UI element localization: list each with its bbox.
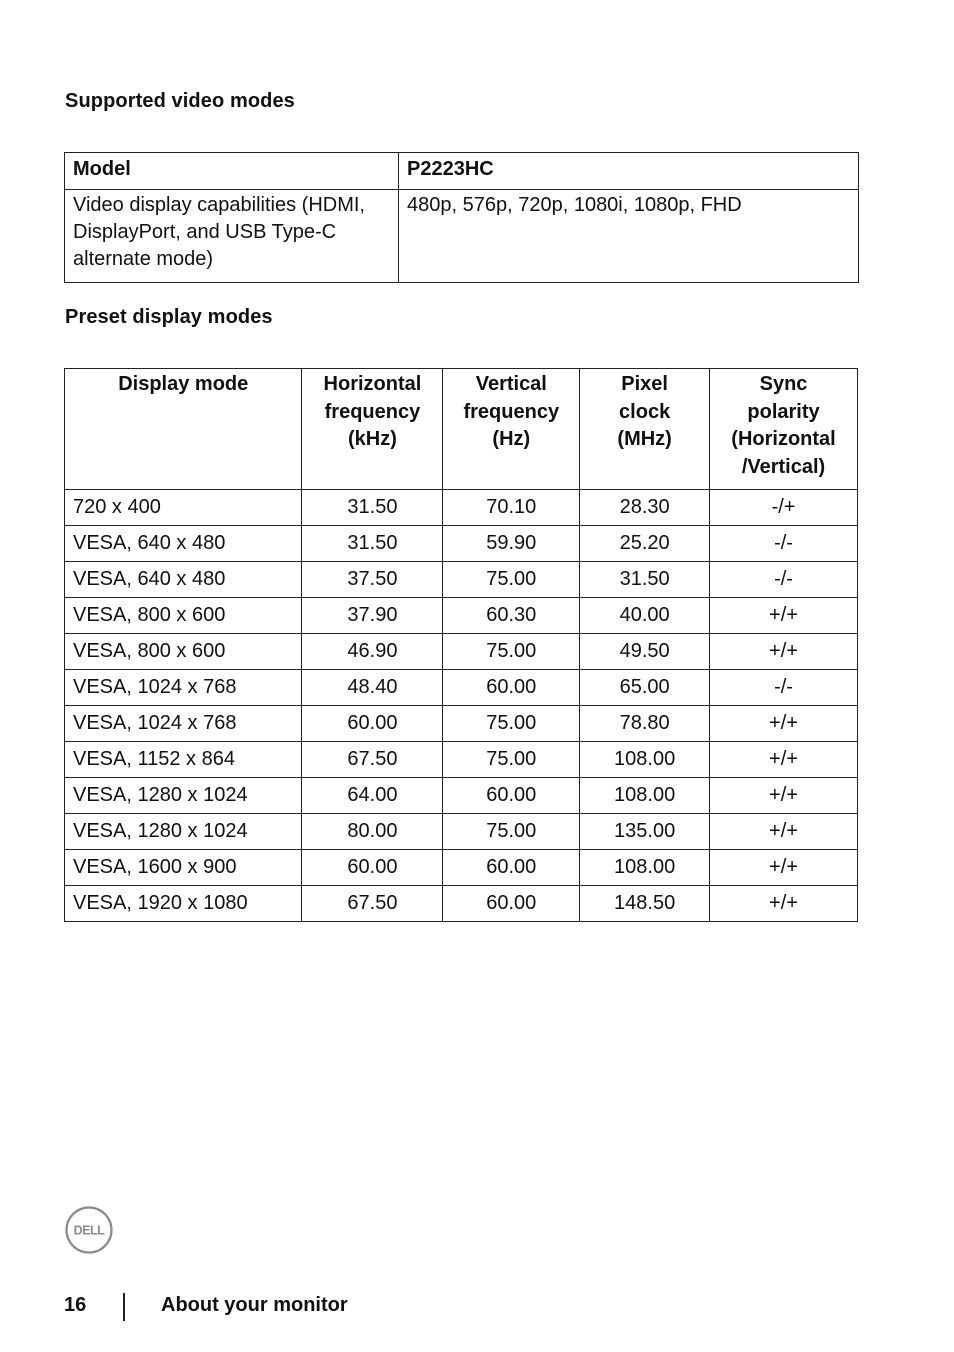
- header-text: (MHz): [617, 428, 672, 450]
- supported-video-modes-heading: Supported video modes: [65, 90, 295, 112]
- table-header-cell: [443, 369, 580, 490]
- table-cell: 108.00: [580, 850, 710, 886]
- table-cell: 67.50: [302, 886, 443, 922]
- table-cell: 49.50: [580, 634, 710, 670]
- table-row: [65, 526, 858, 562]
- table-cell: -/-: [710, 526, 858, 562]
- table-cell: 46.90: [302, 634, 443, 670]
- footer-divider: [123, 1293, 125, 1321]
- table-row: [65, 490, 858, 526]
- table-cell: 60.30: [443, 598, 580, 634]
- table-cell: 31.50: [302, 526, 443, 562]
- table-cell: 108.00: [580, 742, 710, 778]
- table-cell: VESA, 1280 x 1024: [65, 814, 302, 850]
- table-cell: VESA, 1024 x 768: [65, 706, 302, 742]
- table-cell: 60.00: [443, 670, 580, 706]
- table-cell: 60.00: [443, 850, 580, 886]
- header-text: /Vertical): [741, 455, 826, 478]
- table-cell: 720 x 400: [65, 490, 302, 526]
- header-text: (kHz): [347, 428, 397, 450]
- table-cell: +/+: [710, 850, 858, 886]
- table-cell: 135.00: [580, 814, 710, 850]
- table-header-cell: [302, 369, 443, 490]
- table-cell: VESA, 640 x 480: [65, 562, 302, 598]
- table-cell: 75.00: [443, 562, 580, 598]
- header-text: polarity: [747, 400, 820, 423]
- header-text: Vertical: [475, 373, 547, 395]
- table-header-cell: [65, 369, 302, 490]
- table-cell: -/-: [710, 562, 858, 598]
- table-cell: +/+: [710, 778, 858, 814]
- table-cell: VESA, 800 x 600: [65, 634, 302, 670]
- table-cell: 60.00: [302, 706, 443, 742]
- table-cell: 480p, 576p, 720p, 1080i, 1080p, FHD: [399, 190, 859, 283]
- table-row: [65, 814, 858, 850]
- table-cell: 40.00: [580, 598, 710, 634]
- footer-section-title: About your monitor: [161, 1294, 348, 1316]
- table-body: [65, 490, 858, 922]
- table-row: [65, 190, 859, 283]
- header-text: Display mode: [118, 373, 249, 395]
- table-row: [65, 886, 858, 922]
- table-cell: 108.00: [580, 778, 710, 814]
- table-cell: 75.00: [443, 814, 580, 850]
- table-row: [65, 778, 858, 814]
- preset-display-modes-heading: Preset display modes: [65, 306, 273, 328]
- header-text: frequency: [324, 400, 421, 423]
- preset-display-modes-table: [64, 368, 858, 922]
- table-cell: +/+: [710, 886, 858, 922]
- table-cell: 60.00: [302, 850, 443, 886]
- table-cell: Video display capabilities (HDMI, DisplayPort, and USB Type-C alternate mode): [65, 190, 399, 283]
- table-cell: +/+: [710, 598, 858, 634]
- table-header-row: [65, 153, 859, 190]
- table-row: [65, 562, 858, 598]
- header-text: Sync: [759, 373, 808, 395]
- table-cell: VESA, 1280 x 1024: [65, 778, 302, 814]
- table-cell: 78.80: [580, 706, 710, 742]
- header-text: Pixel: [621, 373, 668, 395]
- table-cell: VESA, 640 x 480: [65, 526, 302, 562]
- table-cell: 64.00: [302, 778, 443, 814]
- table-cell: 37.50: [302, 562, 443, 598]
- table-cell: 60.00: [443, 886, 580, 922]
- table-cell: +/+: [710, 706, 858, 742]
- table-cell: +/+: [710, 634, 858, 670]
- table-cell: 75.00: [443, 742, 580, 778]
- table-cell: 31.50: [302, 490, 443, 526]
- dell-logo-text: DELL: [73, 1223, 105, 1238]
- table-cell: +/+: [710, 742, 858, 778]
- header-text: Horizontal: [323, 373, 422, 395]
- table-cell: 48.40: [302, 670, 443, 706]
- header-text: (Horizontal: [731, 428, 836, 450]
- dell-logo-icon: [65, 1206, 113, 1254]
- table-cell: 28.30: [580, 490, 710, 526]
- table-row: [65, 670, 858, 706]
- table-header-row: [65, 369, 858, 490]
- table-cell: +/+: [710, 814, 858, 850]
- header-text: frequency: [463, 400, 560, 423]
- table-cell: 65.00: [580, 670, 710, 706]
- table-header-cell: [710, 369, 858, 490]
- table-header-cell: P2223HC: [399, 153, 859, 190]
- table-cell: VESA, 1024 x 768: [65, 670, 302, 706]
- table-cell: 31.50: [580, 562, 710, 598]
- table-row: [65, 634, 858, 670]
- table-cell: -/-: [710, 670, 858, 706]
- table-cell: -/+: [710, 490, 858, 526]
- table-row: [65, 706, 858, 742]
- table-cell: VESA, 800 x 600: [65, 598, 302, 634]
- table-cell: VESA, 1920 x 1080: [65, 886, 302, 922]
- header-text: (Hz): [492, 428, 531, 450]
- table-cell: 60.00: [443, 778, 580, 814]
- table-cell: 67.50: [302, 742, 443, 778]
- table-row: [65, 850, 858, 886]
- table-cell: 37.90: [302, 598, 443, 634]
- table-cell: 25.20: [580, 526, 710, 562]
- table-cell: 75.00: [443, 706, 580, 742]
- header-text: clock: [619, 400, 671, 423]
- table-header-cell: [580, 369, 710, 490]
- table-row: [65, 742, 858, 778]
- table-cell: VESA, 1152 x 864: [65, 742, 302, 778]
- table-cell: 148.50: [580, 886, 710, 922]
- page-number: 16: [64, 1294, 87, 1316]
- table-header-cell: Model: [65, 153, 399, 190]
- table-cell: 70.10: [443, 490, 580, 526]
- table-cell: VESA, 1600 x 900: [65, 850, 302, 886]
- table-cell: 75.00: [443, 634, 580, 670]
- table-row: [65, 598, 858, 634]
- video-modes-table: [64, 152, 859, 283]
- table-cell: 80.00: [302, 814, 443, 850]
- table-cell: 59.90: [443, 526, 580, 562]
